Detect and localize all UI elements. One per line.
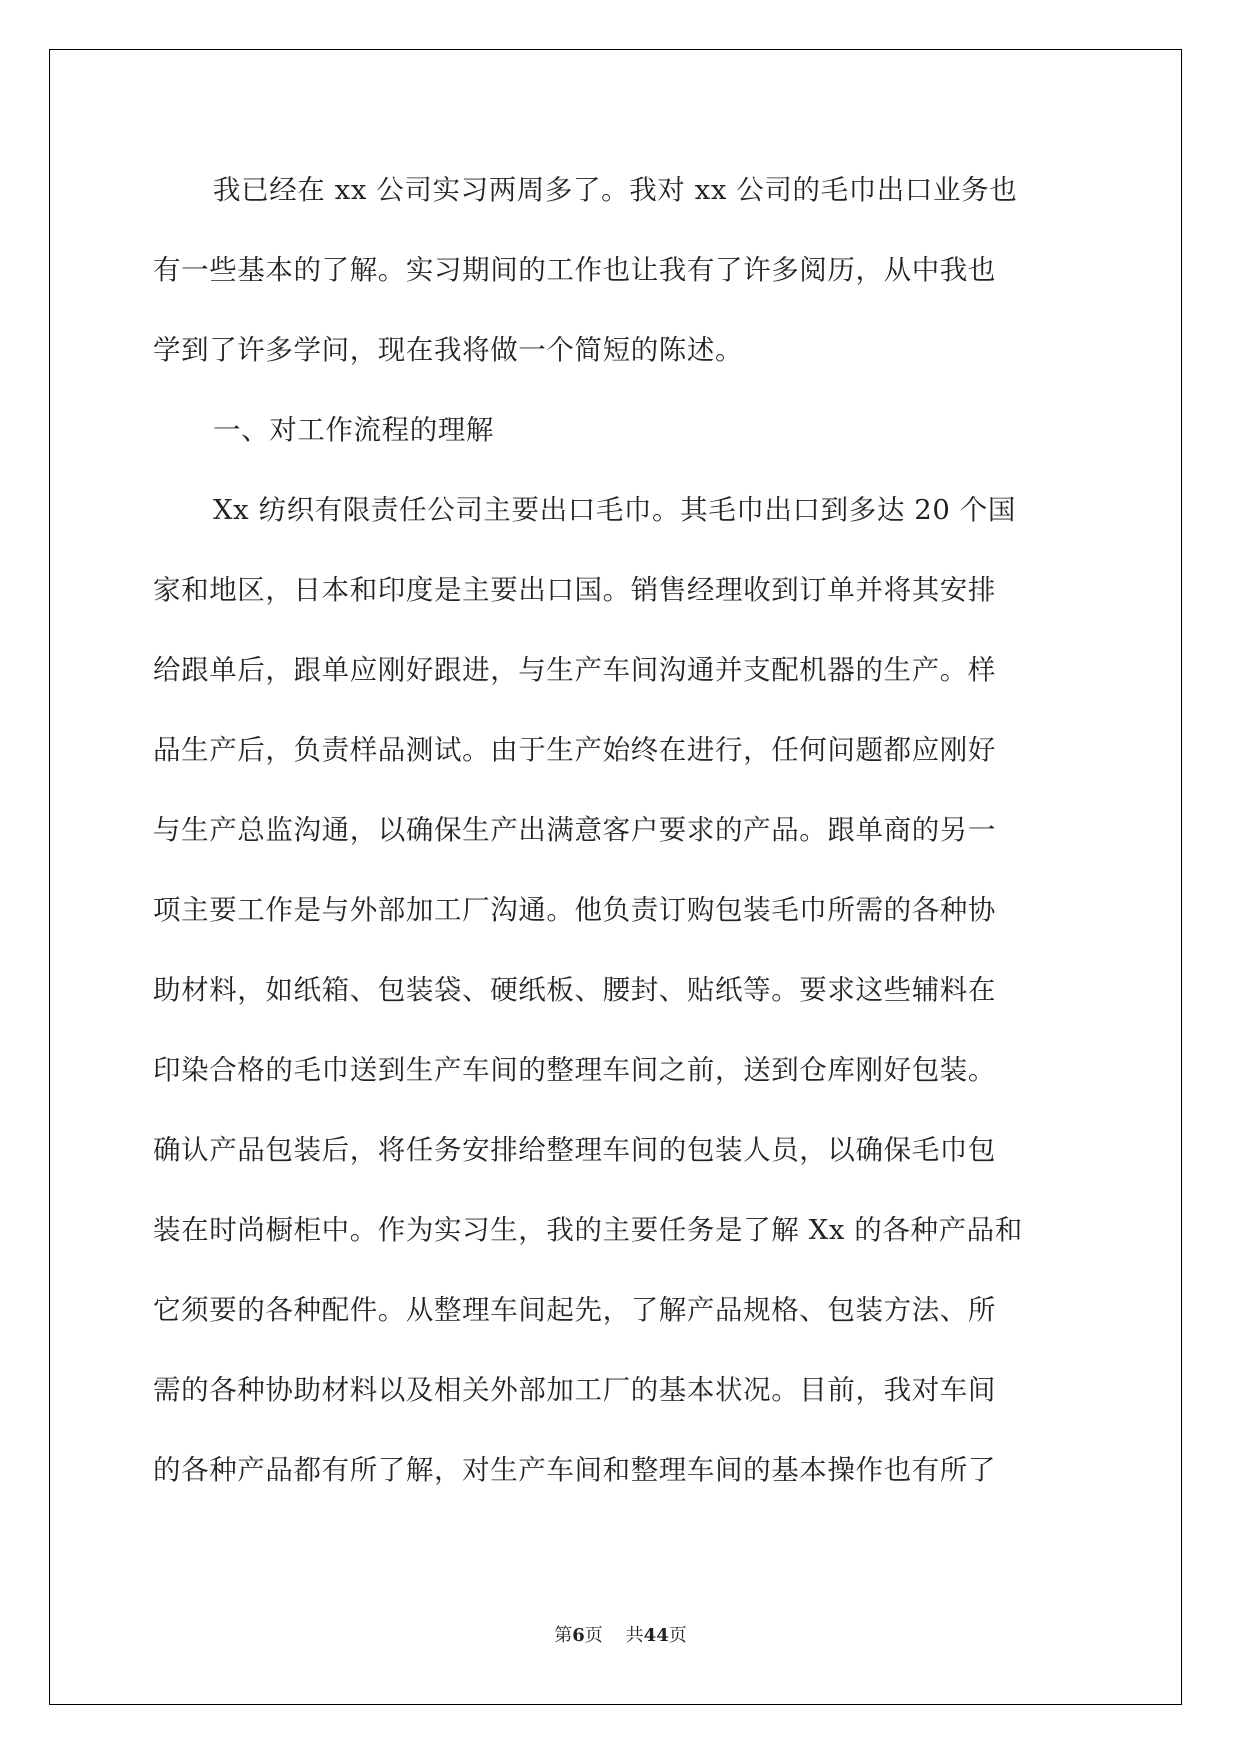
page-footer	[0, 1624, 1241, 1648]
total-page-count: 44	[643, 1625, 669, 1646]
paragraph-line: 我已经在 xx 公司实习两周多了。我对 xx 公司的毛巾出口业务也	[213, 174, 1018, 206]
paragraph-line: Xx 纺织有限责任公司主要出口毛巾。其毛巾出口到多达 20 个国	[213, 494, 1017, 526]
paragraph-line: 确认产品包装后，将任务安排给整理车间的包装人员，以确保毛巾包	[153, 1134, 996, 1166]
paragraph-line: 学到了许多学问，现在我将做一个简短的陈述。	[153, 334, 744, 366]
paragraph-line: 家和地区，日本和印度是主要出口国。销售经理收到订单并将其安排	[153, 574, 996, 606]
paragraph-line: 装在时尚橱柜中。作为实习生，我的主要任务是了解 Xx 的各种产品和	[153, 1214, 1023, 1246]
paragraph-line: 与生产总监沟通，以确保生产出满意客户要求的产品。跟单商的另一	[153, 814, 996, 846]
total-prefix: 共	[625, 1625, 644, 1646]
page-prefix: 第	[554, 1625, 573, 1646]
paragraph-line: 有一些基本的了解。实习期间的工作也让我有了许多阅历，从中我也	[153, 254, 996, 286]
document-body	[153, 160, 1083, 1520]
paragraph-line: 的各种产品都有所了解，对生产车间和整理车间的基本操作也有所了	[153, 1454, 996, 1486]
total-unit: 页	[668, 1625, 687, 1646]
page-unit: 页	[584, 1625, 603, 1646]
paragraph-line: 它须要的各种配件。从整理车间起先，了解产品规格、包装方法、所	[153, 1294, 996, 1326]
current-page-number: 6	[572, 1625, 585, 1646]
section-heading: 一、对工作流程的理解	[213, 414, 494, 446]
paragraph-line: 项主要工作是与外部加工厂沟通。他负责订购包装毛巾所需的各种协	[153, 894, 996, 926]
paragraph-line: 品生产后，负责样品测试。由于生产始终在进行，任何问题都应刚好	[153, 734, 996, 766]
paragraph-line: 助材料，如纸箱、包装袋、硬纸板、腰封、贴纸等。要求这些辅料在	[153, 974, 996, 1006]
paragraph-line: 印染合格的毛巾送到生产车间的整理车间之前，送到仓库刚好包装。	[153, 1054, 996, 1086]
paragraph-line: 需的各种协助材料以及相关外部加工厂的基本状况。目前，我对车间	[153, 1374, 996, 1406]
paragraph-line: 给跟单后，跟单应刚好跟进，与生产车间沟通并支配机器的生产。样	[153, 654, 996, 686]
